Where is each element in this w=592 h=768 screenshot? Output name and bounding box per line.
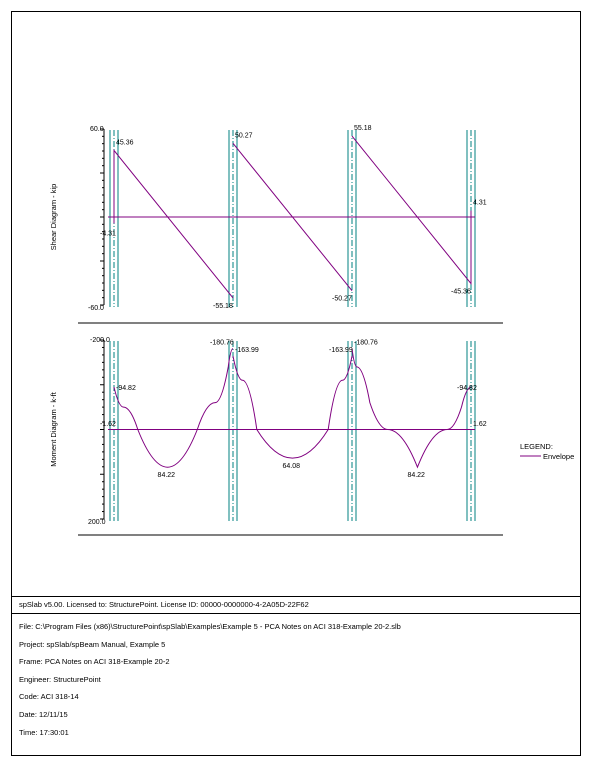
envelope-line [114,349,233,468]
data-label: 55.18 [354,125,372,133]
envelope-line [233,356,352,458]
data-label: -163.99 [329,347,353,355]
legend-title: LEGEND: [520,442,553,451]
data-label: 64.08 [282,463,301,471]
data-label: -50.27 [332,295,352,303]
info-file: File: C:\Program Files (x86)\StructurePoint\spSlab\Examples\Example 5 - PCA Notes on ACI 318-Example 20-2.slb [19,622,401,631]
data-label: 1.62 [473,421,487,429]
moment-diagram [49,337,503,535]
data-label: 84.22 [407,472,425,480]
license-divider [11,596,581,597]
info-project: Project: spSlab/spBeam Manual, Example 5 [19,640,166,649]
data-label: -4.31 [100,230,116,238]
data-label: -1.62 [100,421,116,429]
data-label: -94.82 [116,385,136,393]
y-axis-label: Shear Diagram - kip [49,183,58,251]
data-label: 84.22 [157,472,176,480]
legend-envelope-label: Envelope [543,452,575,461]
info-time: Time: 17:30:01 [19,728,69,737]
data-label: 45.36 [116,139,134,147]
y-tick-label-top: -200.0 [90,337,110,344]
shear-diagram [49,125,503,323]
info-date: Date: 12/11/15 [19,710,68,719]
legend [520,442,574,461]
info-code: Code: ACI 318-14 [19,692,79,701]
y-tick-label-top: 60.0 [90,126,104,133]
envelope-line [352,136,471,283]
data-label: 50.27 [235,132,253,140]
envelope-line [352,349,471,468]
license-line: spSlab v5.00. Licensed to: StructurePoint. License ID: 00000-0000000-4-2A05D-22F62 [19,600,309,609]
data-label: 4.31 [473,199,487,207]
data-label: -55.18 [213,302,233,310]
info-engineer: Engineer: StructurePoint [19,675,101,684]
envelope-line [114,150,233,297]
data-label: -180.76 [210,339,234,347]
info-divider [11,613,581,614]
data-label: -94.82 [457,385,477,393]
info-frame: Frame: PCA Notes on ACI 318-Example 20-2 [19,657,170,666]
data-label: -45.36 [451,288,471,296]
data-label: -180.76 [354,339,378,347]
y-axis-label: Moment Diagram - k-ft [49,392,58,467]
y-tick-label-bottom: -60.0 [88,305,104,312]
y-tick-label-bottom: 200.0 [88,519,106,526]
data-label: -163.99 [235,347,259,355]
